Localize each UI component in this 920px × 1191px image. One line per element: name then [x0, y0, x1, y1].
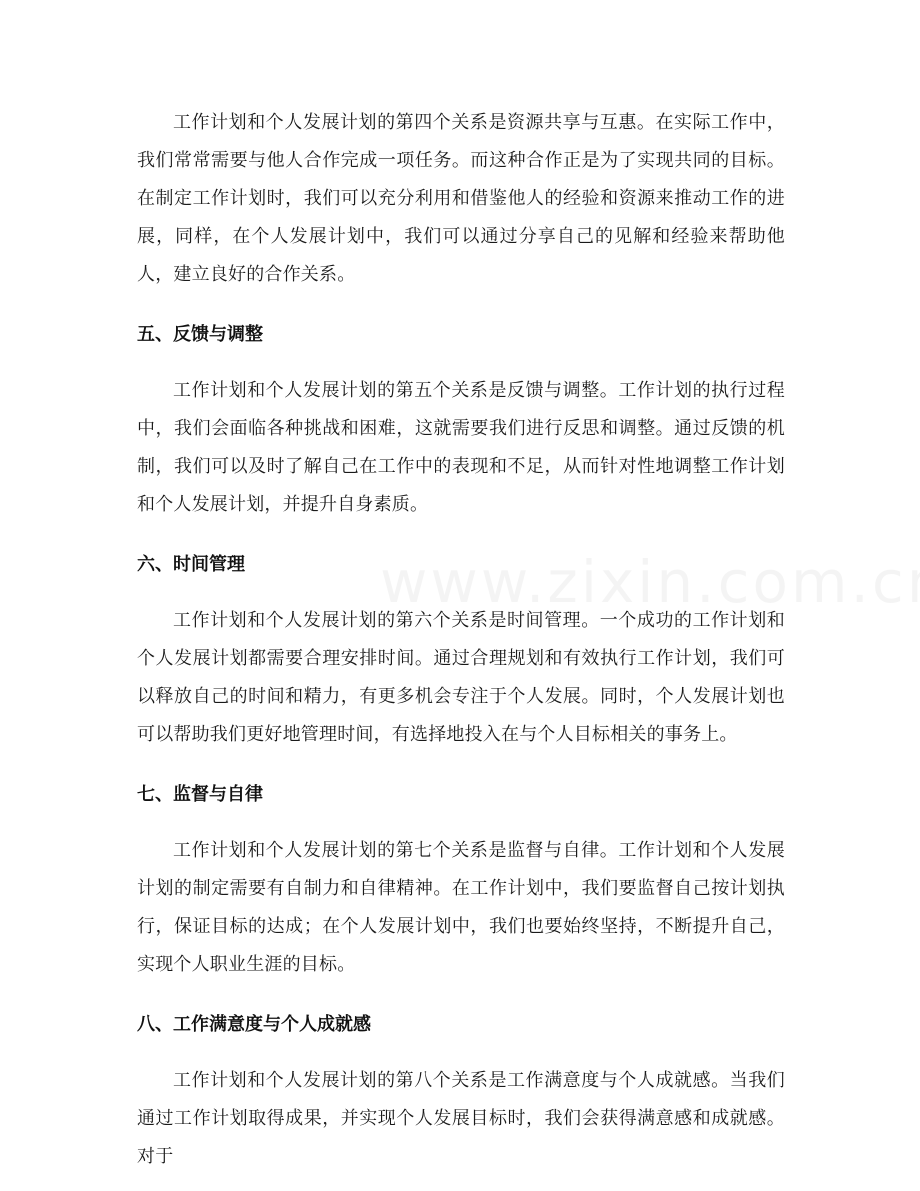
paragraph-satisfaction: 工作计划和个人发展计划的第八个关系是工作满意度与个人成就感。当我们通过工作计划取得成果，并实现个人发展目标时，我们会获得满意感和成就感。对于	[137, 1070, 785, 1167]
section-heading-satisfaction: 八、工作满意度与个人成就感	[137, 1014, 371, 1035]
paragraph-time-management: 工作计划和个人发展计划的第六个关系是时间管理。一个成功的工作计划和个人发展计划都需要合理安排时间。通过合理规划和有效执行工作计划，我们可以释放自己的时间和精力，有更多机会专注于个人发展。同时，个人发展计划也可以帮助我们更好地管理时间，有选择地投入在与个人目标相关的事务上。	[137, 610, 785, 745]
paragraph-feedback: 工作计划和个人发展计划的第五个关系是反馈与调整。工作计划的执行过程中，我们会面临各种挑战和困难，这就需要我们进行反思和调整。通过反馈的机制，我们可以及时了解自己在工作中的表现和不足，从而针对性地调整工作计划和个人发展计划，并提升自身素质。	[137, 380, 785, 515]
section-heading-feedback: 五、反馈与调整	[137, 324, 263, 345]
document-body	[137, 104, 785, 1176]
section-heading-supervision: 七、监督与自律	[137, 784, 263, 805]
paragraph-supervision: 工作计划和个人发展计划的第七个关系是监督与自律。工作计划和个人发展计划的制定需要有自制力和自律精神。在工作计划中，我们要监督自己按计划执行，保证目标的达成；在个人发展计划中，我们也要始终坚持，不断提升自己，实现个人职业生涯的目标。	[137, 840, 785, 975]
paragraph-resource-sharing: 工作计划和个人发展计划的第四个关系是资源共享与互惠。在实际工作中，我们常常需要与他人合作完成一项任务。而这种合作正是为了实现共同的目标。在制定工作计划时，我们可以充分利用和借鉴他人的经验和资源来推动工作的进展，同样，在个人发展计划中，我们可以通过分享自己的见解和经验来帮助他人，建立良好的合作关系。	[137, 112, 785, 285]
section-heading-time-management: 六、时间管理	[137, 554, 245, 575]
